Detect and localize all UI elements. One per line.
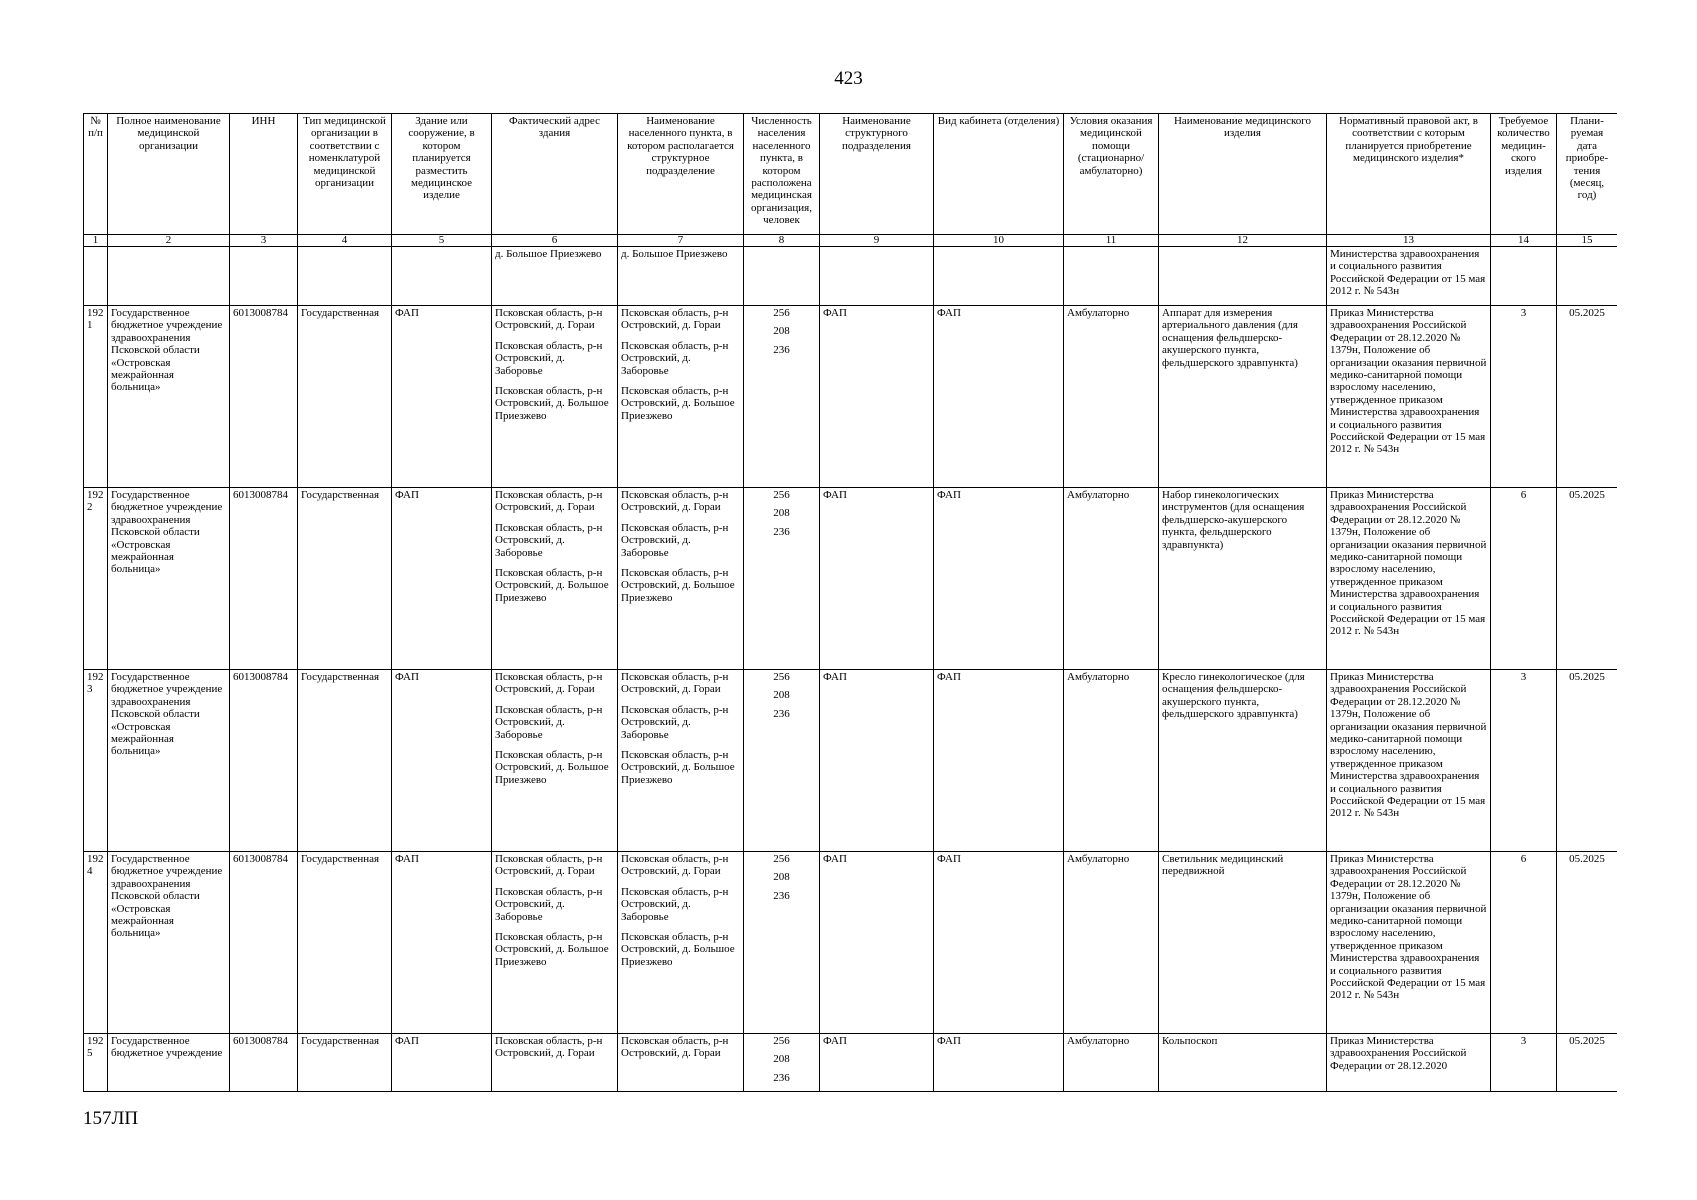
empty-cell <box>230 247 298 306</box>
table-row <box>84 306 1618 488</box>
population-cell <box>744 306 820 488</box>
empty-cell <box>1491 247 1557 306</box>
legal-act-cell: Приказ Министерства здравоохранения Российской Федерации от 28.12.2020 № 1379н, Положение об организации оказания первичной медико-санитарной помощи взрослому населению, утвержденное приказом Министерства здравоохранения и социального развития Российской Федерации от 15 мая 2012 г. № 543н <box>1327 306 1491 488</box>
registry-table <box>83 113 1617 1092</box>
conditions-cell: Амбулаторно <box>1064 1034 1159 1092</box>
legal-act-cell: Приказ Министерства здравоохранения Российской Федерации от 28.12.2020 № 1379н, Положение об организации оказания первичной медико-санитарной помощи взрослому населению, утвержденное приказом Министерства здравоохранения и социального развития Российской Федерации от 15 мая 2012 г. № 543н <box>1327 670 1491 852</box>
conditions-cell: Амбулаторно <box>1064 488 1159 670</box>
subdivision-cell: ФАП <box>820 852 934 1034</box>
settlement-cell <box>618 306 744 488</box>
table-row <box>84 488 1618 670</box>
table-row <box>84 670 1618 852</box>
device-name: Набор гинекологических инструментов (для оснащения фельдшерско-акушерского пункта, фельдшерского здравпункта) <box>1159 488 1327 670</box>
settlement-cell-line: Псковская область, р-н Островский, д. Большое Приезжево <box>621 749 735 786</box>
legal-act-cell: Приказ Министерства здравоохранения Российской Федерации от 28.12.2020 № 1379н, Положение об организации оказания первичной медико-санитарной помощи взрослому населению, утвержденное приказом Министерства здравоохранения и социального развития Российской Федерации от 15 мая 2012 г. № 543н <box>1327 488 1491 670</box>
settlement-cell: д. Большое Приезжево <box>618 247 744 306</box>
organization-name: Государственное бюджетное учреждение здравоохранения Псковской области «Островская межрайонная больница» <box>108 306 230 488</box>
continuation-row <box>84 247 1618 306</box>
population-cell <box>744 670 820 852</box>
address-cell-line: Псковская область, р-н Островский, д. Гораи <box>495 1035 603 1060</box>
column-number: 14 <box>1491 235 1557 247</box>
org-type: Государственная <box>298 852 392 1034</box>
population-cell-line: 208 <box>773 871 790 884</box>
population-cell-line: 256 <box>773 853 790 865</box>
population-cell-line: 236 <box>773 707 790 720</box>
population-cell <box>744 1034 820 1092</box>
header-cell: № п/п <box>84 114 108 235</box>
inn-cell: 6013008784 <box>230 852 298 1034</box>
device-name: Кольпоскоп <box>1159 1034 1327 1092</box>
table-body <box>84 235 1618 1092</box>
cabinet-cell: ФАП <box>934 852 1064 1034</box>
column-number: 15 <box>1557 235 1618 247</box>
organization-name: Государственное бюджетное учреждение здравоохранения Псковской области «Островская межрайонная больница» <box>108 670 230 852</box>
table-row <box>84 1034 1618 1092</box>
legal-act-cell: Министерства здравоохранения и социального развития Российской Федерации от 15 мая 2012 г. № 543н <box>1327 247 1491 306</box>
address-cell-line: Псковская область, р-н Островский, д. Заборовье <box>495 339 603 377</box>
header-row <box>84 114 1618 235</box>
cabinet-cell: ФАП <box>934 670 1064 852</box>
population-cell-line: 256 <box>773 307 790 319</box>
settlement-cell <box>618 1034 744 1092</box>
population-cell <box>744 852 820 1034</box>
column-number: 8 <box>744 235 820 247</box>
header-cell: Вид кабинета (отделения) <box>934 114 1064 235</box>
address-cell-line: Псковская область, р-н Островский, д. Заборовье <box>495 885 603 923</box>
settlement-cell <box>618 488 744 670</box>
address-cell-line: Псковская область, р-н Островский, д. Гораи <box>495 853 603 878</box>
row-number: 1922 <box>84 488 108 670</box>
settlement-cell-line: Псковская область, р-н Островский, д. Гораи <box>621 853 729 878</box>
empty-cell <box>820 247 934 306</box>
building-cell: ФАП <box>392 1034 492 1092</box>
conditions-cell: Амбулаторно <box>1064 852 1159 1034</box>
purchase-date: 05.2025 <box>1557 670 1618 852</box>
row-number: 1924 <box>84 852 108 1034</box>
settlement-cell-line: Псковская область, р-н Островский, д. Заборовье <box>621 339 729 377</box>
column-number: 10 <box>934 235 1064 247</box>
settlement-cell-line: Псковская область, р-н Островский, д. Гораи <box>621 489 729 514</box>
header-cell: Наименование структурного подразделения <box>820 114 934 235</box>
address-cell-line: Псковская область, р-н Островский, д. Большое Приезжево <box>495 749 609 786</box>
inn-cell: 6013008784 <box>230 306 298 488</box>
settlement-cell-line: Псковская область, р-н Островский, д. Большое Приезжево <box>621 567 735 604</box>
column-number-row <box>84 235 1618 247</box>
population-cell-line: 236 <box>773 1071 790 1084</box>
population-cell-line: 208 <box>773 325 790 338</box>
empty-cell <box>84 247 108 306</box>
address-cell-line: Псковская область, р-н Островский, д. Гораи <box>495 671 603 696</box>
settlement-cell <box>618 670 744 852</box>
legal-act-cell: Приказ Министерства здравоохранения Российской Федерации от 28.12.2020 <box>1327 1034 1491 1092</box>
legal-act-cell: Приказ Министерства здравоохранения Российской Федерации от 28.12.2020 № 1379н, Положение об организации оказания первичной медико-санитарной помощи взрослому населению, утвержденное приказом Министерства здравоохранения и социального развития Российской Федерации от 15 мая 2012 г. № 543н <box>1327 852 1491 1034</box>
quantity-cell: 6 <box>1491 488 1557 670</box>
building-cell: ФАП <box>392 306 492 488</box>
column-number: 7 <box>618 235 744 247</box>
org-type: Государственная <box>298 1034 392 1092</box>
population-cell-line: 236 <box>773 525 790 538</box>
population-cell-line: 208 <box>773 1053 790 1066</box>
inn-cell: 6013008784 <box>230 670 298 852</box>
header-cell: Наименование населенного пункта, в котором располагается структурное подразделение <box>618 114 744 235</box>
column-number: 4 <box>298 235 392 247</box>
address-cell <box>492 488 618 670</box>
header-cell: Нормативный правовой акт, в соответствии с которым планируется приобретение медицинского изделия* <box>1327 114 1491 235</box>
subdivision-cell: ФАП <box>820 488 934 670</box>
population-cell-line: 208 <box>773 507 790 520</box>
inn-cell: 6013008784 <box>230 488 298 670</box>
column-number: 9 <box>820 235 934 247</box>
quantity-cell: 3 <box>1491 670 1557 852</box>
settlement-cell-line: Псковская область, р-н Островский, д. Гораи <box>621 671 729 696</box>
population-cell <box>744 488 820 670</box>
header-cell: Наименование медицинского изделия <box>1159 114 1327 235</box>
quantity-cell: 3 <box>1491 306 1557 488</box>
population-cell-line: 256 <box>773 1035 790 1047</box>
organization-name: Государственное бюджетное учреждение здравоохранения Псковской области «Островская межрайонная больница» <box>108 488 230 670</box>
footer-code: 157ЛП <box>83 1108 139 1129</box>
column-number: 3 <box>230 235 298 247</box>
column-number: 5 <box>392 235 492 247</box>
population-cell-line: 256 <box>773 489 790 501</box>
empty-cell <box>1557 247 1618 306</box>
population-cell-line: 236 <box>773 889 790 902</box>
row-number: 1921 <box>84 306 108 488</box>
address-cell-line: Псковская область, р-н Островский, д. Заборовье <box>495 521 603 559</box>
column-number: 11 <box>1064 235 1159 247</box>
subdivision-cell: ФАП <box>820 1034 934 1092</box>
address-cell-line: Псковская область, р-н Островский, д. Гораи <box>495 489 603 514</box>
cabinet-cell: ФАП <box>934 1034 1064 1092</box>
empty-cell <box>1159 247 1327 306</box>
organization-name: Государственное бюджетное учреждение здравоохранения Псковской области «Островская межрайонная больница» <box>108 852 230 1034</box>
settlement-cell-line: Псковская область, р-н Островский, д. Большое Приезжево <box>621 931 735 968</box>
quantity-cell: 6 <box>1491 852 1557 1034</box>
registry-table-wrapper <box>83 113 1617 1106</box>
building-cell: ФАП <box>392 488 492 670</box>
purchase-date: 05.2025 <box>1557 488 1618 670</box>
cabinet-cell: ФАП <box>934 306 1064 488</box>
device-name: Аппарат для измерения артериального давления (для оснащения фельдшерско-акушерского пункта, фельдшерского здравпункта) <box>1159 306 1327 488</box>
settlement-cell-line: Псковская область, р-н Островский, д. Большое Приезжево <box>621 385 735 422</box>
purchase-date: 05.2025 <box>1557 306 1618 488</box>
address-cell <box>492 670 618 852</box>
address-cell-line: Псковская область, р-н Островский, д. Большое Приезжево <box>495 567 609 604</box>
settlement-cell-line: Псковская область, р-н Островский, д. Заборовье <box>621 885 729 923</box>
header-cell: Полное наименование медицинской организации <box>108 114 230 235</box>
building-cell: ФАП <box>392 670 492 852</box>
organization-name: Государственное бюджетное учреждение <box>108 1034 230 1092</box>
settlement-cell-line: Псковская область, р-н Островский, д. Гораи <box>621 307 729 332</box>
column-number: 2 <box>108 235 230 247</box>
address-cell <box>492 852 618 1034</box>
quantity-cell: 3 <box>1491 1034 1557 1092</box>
device-name: Кресло гинекологическое (для оснащения фельдшерско-акушерского пункта, фельдшерского здравпункта) <box>1159 670 1327 852</box>
header-cell: Плани-руемая дата приобре-тения (месяц, год) <box>1557 114 1618 235</box>
settlement-cell-line: Псковская область, р-н Островский, д. Заборовье <box>621 703 729 741</box>
conditions-cell: Амбулаторно <box>1064 670 1159 852</box>
org-type: Государственная <box>298 488 392 670</box>
address-cell: д. Большое Приезжево <box>492 247 618 306</box>
population-cell-line: 256 <box>773 671 790 683</box>
inn-cell: 6013008784 <box>230 1034 298 1092</box>
address-cell-line: Псковская область, р-н Островский, д. Большое Приезжево <box>495 931 609 968</box>
header-cell: Условия оказания медицинской помощи (стационарно/ амбулаторно) <box>1064 114 1159 235</box>
subdivision-cell: ФАП <box>820 670 934 852</box>
population-cell-line: 236 <box>773 343 790 356</box>
empty-cell <box>108 247 230 306</box>
building-cell: ФАП <box>392 852 492 1034</box>
header-cell: Тип медицинской организации в соответствии с номенклатурой медицинской организации <box>298 114 392 235</box>
column-number: 1 <box>84 235 108 247</box>
device-name: Светильник медицинский передвижной <box>1159 852 1327 1034</box>
header-cell: Фактический адрес здания <box>492 114 618 235</box>
org-type: Государственная <box>298 670 392 852</box>
empty-cell <box>392 247 492 306</box>
address-cell <box>492 1034 618 1092</box>
header-cell: Здание или сооружение, в котором планируется разместить медицинское изделие <box>392 114 492 235</box>
header-cell: ИНН <box>230 114 298 235</box>
column-number: 13 <box>1327 235 1491 247</box>
row-number: 1925 <box>84 1034 108 1092</box>
settlement-cell-line: Псковская область, р-н Островский, д. Заборовье <box>621 521 729 559</box>
empty-cell <box>934 247 1064 306</box>
settlement-cell <box>618 852 744 1034</box>
empty-cell <box>1064 247 1159 306</box>
empty-cell <box>744 247 820 306</box>
purchase-date: 05.2025 <box>1557 852 1618 1034</box>
address-cell-line: Псковская область, р-н Островский, д. Гораи <box>495 307 603 332</box>
subdivision-cell: ФАП <box>820 306 934 488</box>
empty-cell <box>298 247 392 306</box>
page-number: 423 <box>834 68 863 89</box>
population-cell-line: 208 <box>773 689 790 702</box>
address-cell-line: Псковская область, р-н Островский, д. Большое Приезжево <box>495 385 609 422</box>
cabinet-cell: ФАП <box>934 488 1064 670</box>
table-row <box>84 852 1618 1034</box>
settlement-cell-line: Псковская область, р-н Островский, д. Гораи <box>621 1035 729 1060</box>
address-cell-line: Псковская область, р-н Островский, д. Заборовье <box>495 703 603 741</box>
header-cell: Численность населения населенного пункта, в котором расположена медицинская организация, человек <box>744 114 820 235</box>
column-number: 12 <box>1159 235 1327 247</box>
conditions-cell: Амбулаторно <box>1064 306 1159 488</box>
row-number: 1923 <box>84 670 108 852</box>
org-type: Государственная <box>298 306 392 488</box>
column-number: 6 <box>492 235 618 247</box>
header-cell: Требуемое количество медицин-ского изделия <box>1491 114 1557 235</box>
address-cell <box>492 306 618 488</box>
purchase-date: 05.2025 <box>1557 1034 1618 1092</box>
